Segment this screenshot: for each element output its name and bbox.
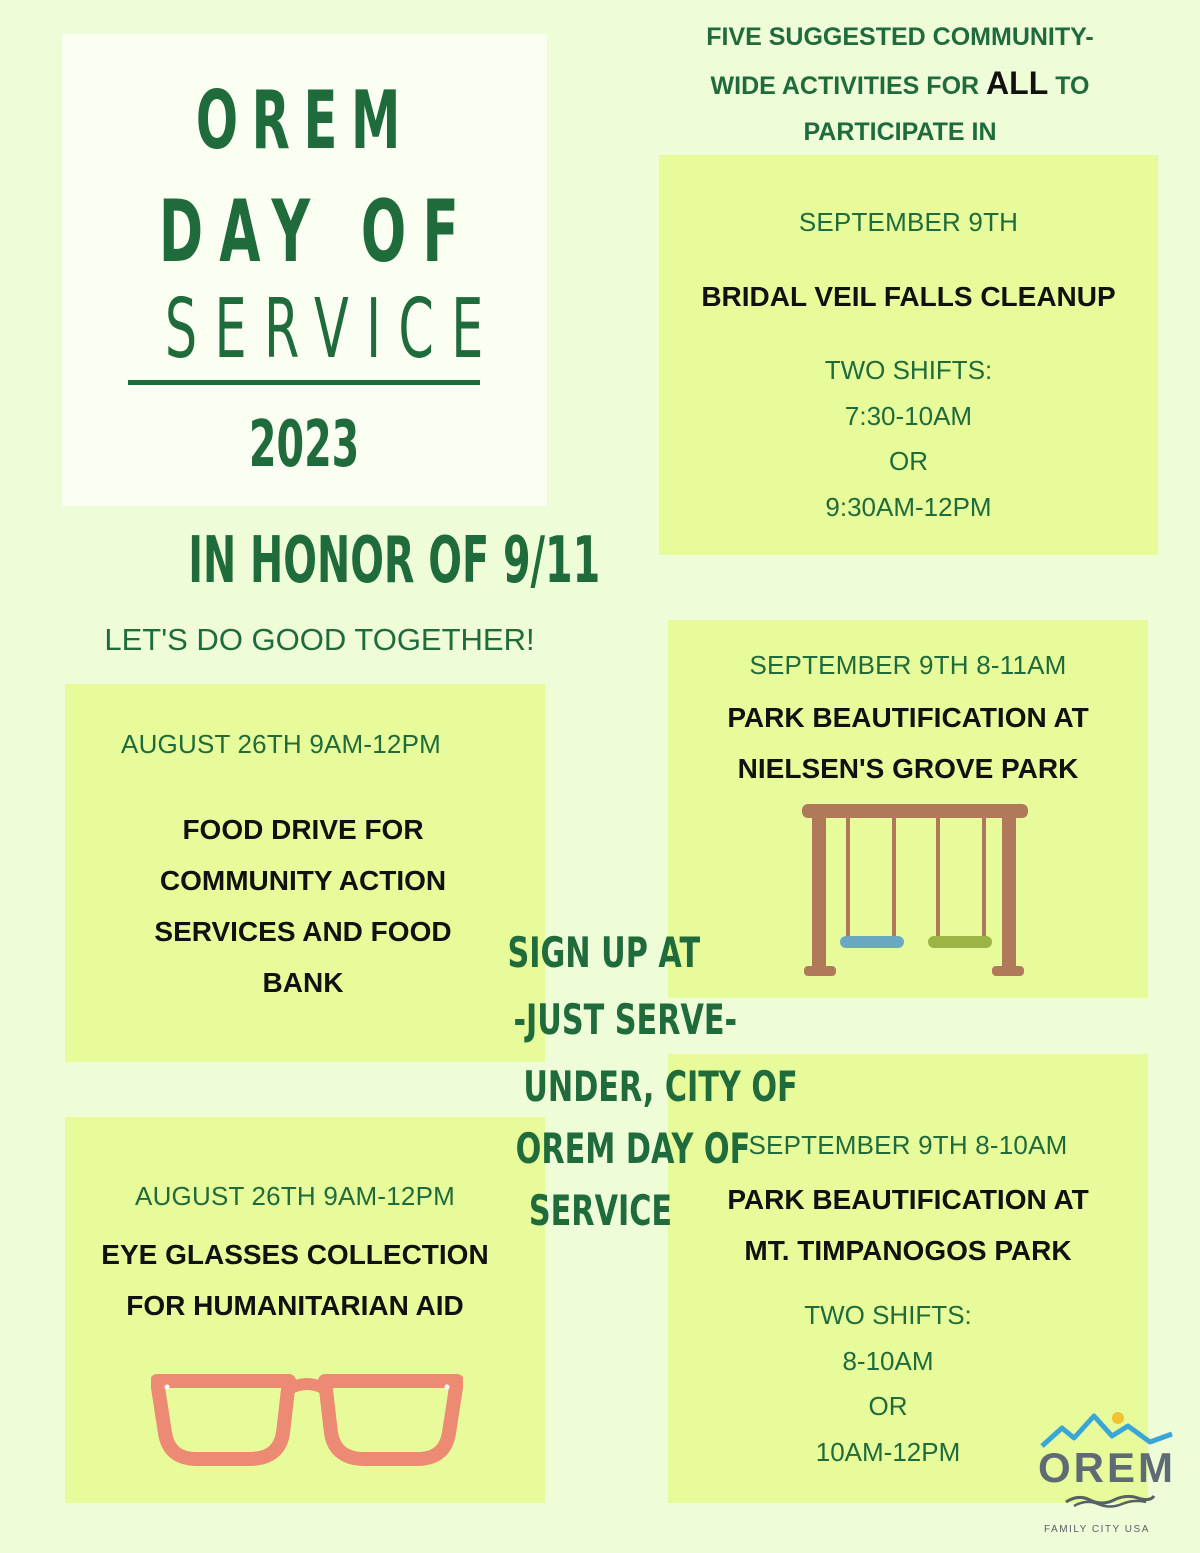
river-icon [1064,1490,1156,1508]
signup-line-4: OREM DAY OF [515,1124,751,1173]
intro-line-3: PARTICIPATE IN [803,118,997,146]
activity-date: AUGUST 26TH 9AM-12PM [121,729,441,759]
title-service: SERVICE [164,282,501,377]
signup-line-5: SERVICE [528,1186,672,1235]
activity-shifts: TWO SHIFTS: 7:30-10AM OR 9:30AM-12PM [824,355,993,522]
logo-tagline: FAMILY CITY USA [1044,1524,1150,1535]
tagline: LET'S DO GOOD TOGETHER! [104,622,535,657]
activity-title: EYE GLASSES COLLECTION FOR HUMANITARIAN AID [101,1239,489,1321]
signup-line-3: UNDER, CITY OF [523,1062,798,1111]
activity-bridal-veil [659,155,1158,555]
activity-title: BRIDAL VEIL FALLS CLEANUP [701,281,1116,312]
title-panel [62,34,547,506]
logo-wordmark: OREM [1038,1444,1176,1491]
signup-line-2: -JUST SERVE- [513,995,738,1044]
title-divider [128,380,480,385]
signup-line-1: SIGN UP AT [507,928,701,977]
activity-date: AUGUST 26TH 9AM-12PM [135,1181,455,1211]
eyeglasses-icon [151,1369,463,1469]
activity-date: SEPTEMBER 9TH 8-10AM [748,1130,1068,1160]
activity-nielsens-grove [668,620,1148,998]
activity-title: PARK BEAUTIFICATION AT MT. TIMPANOGOS PARK [727,1184,1089,1266]
intro-emphasis: ALL [986,65,1049,101]
honor-heading: IN HONOR OF 9/11 [188,524,601,598]
activity-title: PARK BEAUTIFICATION AT NIELSEN'S GROVE PARK [727,702,1089,784]
activity-title: FOOD DRIVE FOR COMMUNITY ACTION SERVICES AND FOOD BANK [154,814,452,998]
activity-date: SEPTEMBER 9TH 8-11AM [749,650,1067,680]
intro-line-1: FIVE SUGGESTED COMMUNITY- [706,23,1094,51]
title-day-of: DAY OF [158,182,475,282]
activity-eye-glasses [65,1117,545,1503]
orem-logo [1030,1408,1190,1543]
activity-date: SEPTEMBER 9TH [798,207,1019,237]
title-orem: OREM [195,74,414,167]
intro-header [640,14,1160,155]
intro-line-2: WIDE ACTIVITIES FOR ALL TO [710,65,1090,101]
activity-shifts: TWO SHIFTS: 8-10AM OR 10AM-12PM [804,1300,972,1467]
swing-set-icon [802,802,1032,982]
title-year: 2023 [249,408,360,482]
